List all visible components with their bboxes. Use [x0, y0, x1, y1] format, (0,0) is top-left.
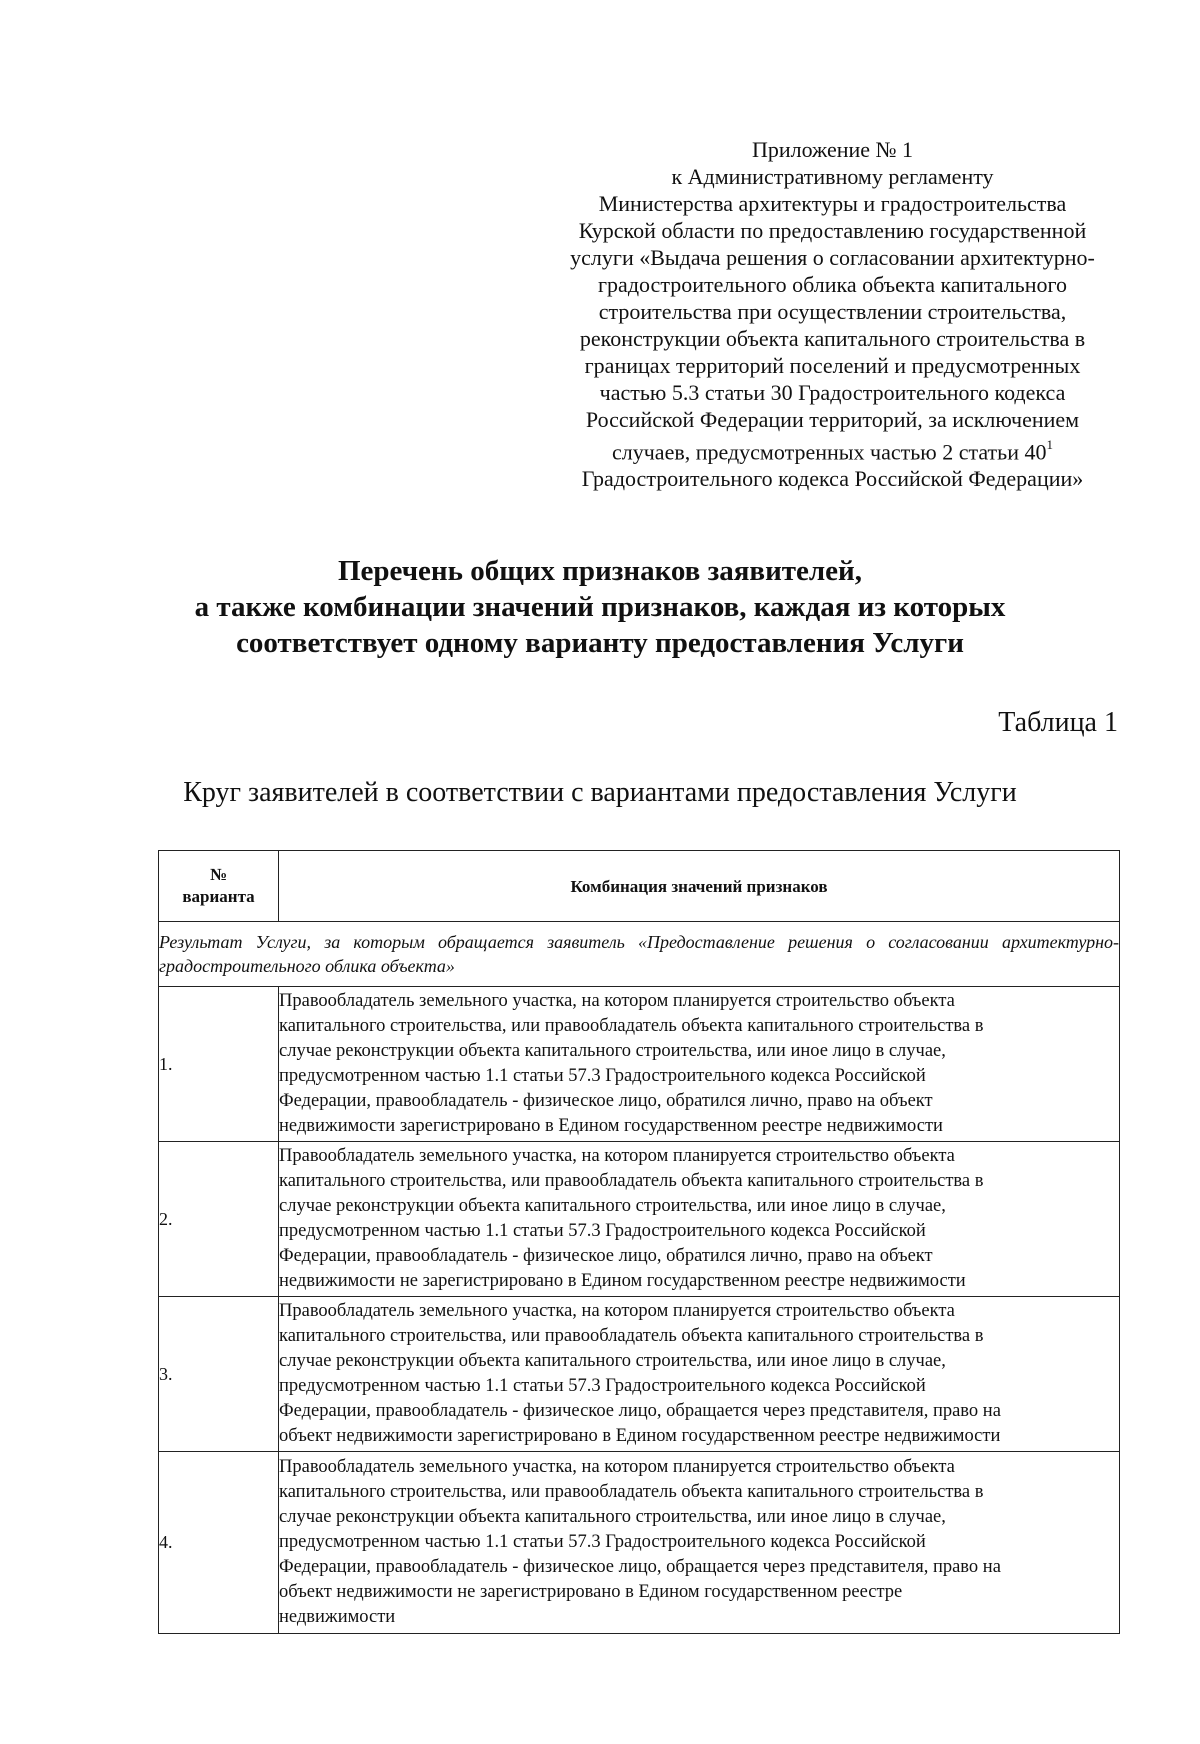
description-line: Правообладатель земельного участка, на котором планируется строительство объекта — [279, 1146, 955, 1166]
appendix-line-text: случаев, предусмотренных частью 2 статьи 40 — [612, 439, 1047, 465]
variant-description — [279, 1452, 1120, 1634]
table-row — [159, 1452, 1120, 1634]
description-line: объект недвижимости не зарегистрировано в Едином государственном реестре — [279, 1582, 903, 1602]
description-line: случае реконструкции объекта капитального строительства, или иное лицо в случае, — [279, 1196, 946, 1216]
description-line: недвижимости не зарегистрировано в Едином государственном реестре недвижимости — [279, 1271, 966, 1291]
title-line: а также комбинации значений признаков, каждая из которых — [194, 591, 1006, 623]
appendix-line: Приложение № 1 — [751, 137, 914, 162]
header-number-sign: № — [209, 865, 228, 884]
description-line: капитального строительства, или правообладатель объекта капитального строительства в — [279, 1482, 984, 1502]
description-line: предусмотренном частью 1.1 статьи 57.3 Градостроительного кодекса Российской — [279, 1532, 926, 1552]
table-row — [159, 1297, 1120, 1452]
title-line: соответствует одному варианту предоставления Услуги — [236, 627, 964, 659]
result-cell: Результат Услуги, за которым обращается заявитель «Предоставление решения о согласовании архитектурно-градостроительного облика объекта» — [159, 922, 1120, 987]
description-line: недвижимости зарегистрировано в Едином государственном реестре недвижимости — [279, 1116, 943, 1136]
variant-number: 3. — [159, 1297, 279, 1452]
description-line: предусмотренном частью 1.1 статьи 57.3 Градостроительного кодекса Российской — [279, 1221, 926, 1241]
appendix-line: Курской области по предоставлению государственной — [578, 218, 1087, 243]
document-title — [100, 553, 1100, 661]
description-line: Федерации, правообладатель - физическое лицо, обращается через представителя, право на — [279, 1557, 1001, 1577]
appendix-line-with-superscript — [560, 433, 1105, 465]
description-line: недвижимости — [279, 1607, 396, 1627]
variant-number: 2. — [159, 1142, 279, 1297]
appendix-line: к Административному регламенту — [671, 164, 994, 189]
description-line: Правообладатель земельного участка, на котором планируется строительство объекта — [279, 991, 955, 1011]
table-number-label: Таблица 1 — [998, 707, 1118, 738]
variant-description — [279, 1297, 1120, 1452]
table-caption: Круг заявителей в соответствии с вариантами предоставления Услуги — [183, 777, 1017, 808]
variant-number: 4. — [159, 1452, 279, 1634]
description-line: Правообладатель земельного участка, на котором планируется строительство объекта — [279, 1457, 955, 1477]
description-line: Федерации, правообладатель - физическое лицо, обратился лично, право на объект — [279, 1091, 933, 1111]
variant-number: 1. — [159, 987, 279, 1142]
description-line: Правообладатель земельного участка, на котором планируется строительство объекта — [279, 1301, 955, 1321]
header-variant-word: варианта — [182, 887, 255, 906]
appendix-line: Градостроительного кодекса Российской Федерации» — [581, 466, 1084, 492]
description-line: капитального строительства, или правообладатель объекта капитального строительства в — [279, 1016, 984, 1036]
description-line: предусмотренном частью 1.1 статьи 57.3 Градостроительного кодекса Российской — [279, 1376, 926, 1396]
variants-table — [158, 850, 1120, 1634]
description-line: объект недвижимости зарегистрировано в Едином государственном реестре недвижимости — [279, 1426, 1001, 1446]
article-superscript: 1 — [1046, 437, 1053, 452]
description-line: Федерации, правообладатель - физическое лицо, обращается через представителя, право на — [279, 1401, 1001, 1421]
appendix-line: Российской Федерации территорий, за исключением — [585, 407, 1080, 432]
description-line: случае реконструкции объекта капитального строительства, или иное лицо в случае, — [279, 1041, 946, 1061]
description-line: предусмотренном частью 1.1 статьи 57.3 Градостроительного кодекса Российской — [279, 1066, 926, 1086]
description-line: капитального строительства, или правообладатель объекта капитального строительства в — [279, 1171, 984, 1191]
appendix-line: частью 5.3 статьи 30 Градостроительного кодекса — [599, 380, 1066, 405]
appendix-line: реконструкции объекта капитального строительства в — [579, 326, 1086, 351]
result-row — [159, 922, 1120, 987]
description-line: случае реконструкции объекта капитального строительства, или иное лицо в случае, — [279, 1507, 946, 1527]
description-line: Федерации, правообладатель - физическое лицо, обратился лично, право на объект — [279, 1246, 933, 1266]
header-variant-number — [159, 851, 279, 922]
variant-description — [279, 1142, 1120, 1297]
header-combination: Комбинация значений признаков — [279, 851, 1120, 922]
description-line: капитального строительства, или правообладатель объекта капитального строительства в — [279, 1326, 984, 1346]
appendix-line: границах территорий поселений и предусмотренных — [584, 353, 1081, 378]
variant-description — [279, 987, 1120, 1142]
appendix-line: строительства при осуществлении строительства, — [598, 299, 1067, 324]
table-row — [159, 987, 1120, 1142]
appendix-line: Министерства архитектуры и градостроительства — [598, 191, 1067, 216]
table-header-row — [159, 851, 1120, 922]
appendix-header — [560, 136, 1105, 492]
appendix-line: услуги «Выдача решения о согласовании архитектурно- — [570, 245, 1095, 270]
table-row — [159, 1142, 1120, 1297]
description-line: случае реконструкции объекта капитального строительства, или иное лицо в случае, — [279, 1351, 946, 1371]
appendix-line: градостроительного облика объекта капитального — [598, 272, 1067, 297]
title-line: Перечень общих признаков заявителей, — [337, 555, 863, 587]
